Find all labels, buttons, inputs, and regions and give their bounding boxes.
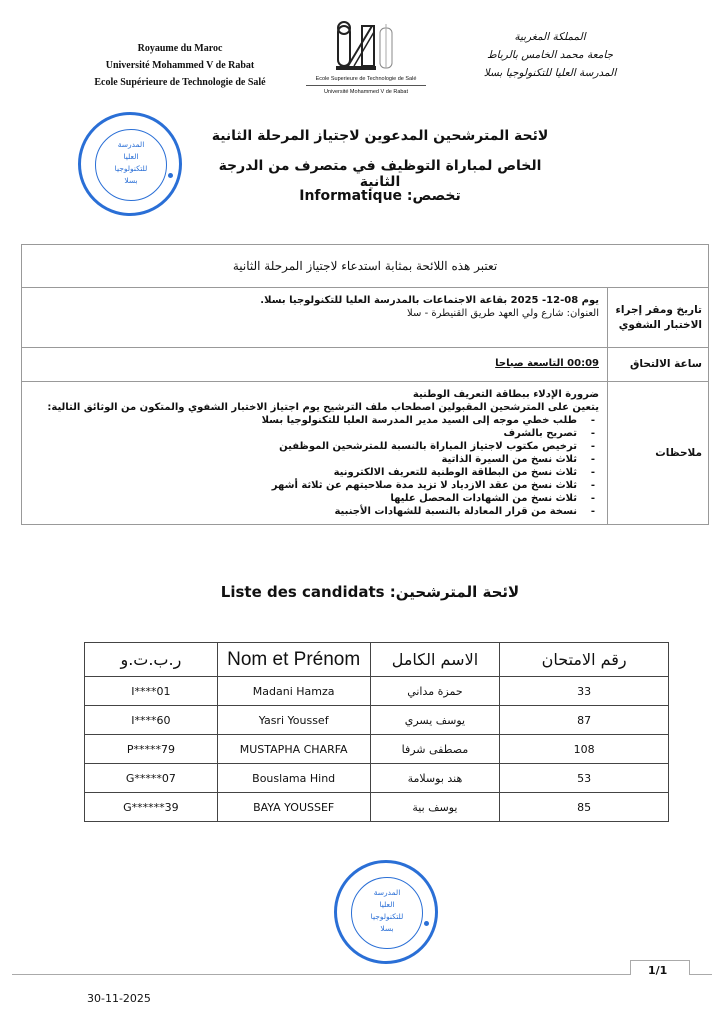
exam-address-line: العنوان: شارع ولي العهد طريق القنيطرة - سلا — [407, 308, 599, 319]
title-line-1: لائحة المترشحين المدعوين لاجتياز المرحلة الثانية — [211, 128, 549, 144]
col-name-fr: Nom et Prénom — [217, 643, 370, 677]
table-row — [85, 764, 669, 793]
name-ar-cell: يوسف يسري — [370, 706, 500, 735]
name-fr-cell: Madani Hamza — [217, 677, 370, 706]
document-item: - ترخيص مكتوب لاجتياز المباراة بالنسبة للمترشحين الموظفين — [30, 440, 599, 453]
name-ar-cell: مصطفى شرفا — [370, 735, 500, 764]
official-stamp-icon — [334, 860, 438, 964]
stamp-text: المدرسة — [117, 140, 145, 149]
university-text-ar: جامعة محمد الخامس بالرباط — [486, 49, 614, 61]
logo-school-text: Ecole Superieure de Technologie de Salé — [306, 76, 426, 86]
name-fr-cell: Bouslama Hind — [217, 764, 370, 793]
school-logo — [306, 18, 426, 95]
name-ar-cell: هند بوسلامة — [370, 764, 500, 793]
arrival-time-value: 00:09 التاسعة صباحا — [495, 358, 599, 369]
notes-row — [22, 382, 708, 524]
school-text: Ecole Supérieure de Technologie de Salé — [94, 77, 266, 88]
cin-cell: P*****79 — [85, 735, 218, 764]
cin-cell: I****01 — [85, 677, 218, 706]
header-arabic — [470, 28, 630, 82]
notes-intro: ضرورة الإدلاء ببطاقة التعريف الوطنية — [412, 389, 599, 400]
notes-label: ملاحظات — [607, 382, 708, 524]
name-ar-cell: يوسف بية — [370, 793, 500, 822]
name-fr-cell: Yasri Youssef — [217, 706, 370, 735]
exam-number-cell: 85 — [500, 793, 669, 822]
exam-date-value — [22, 288, 607, 347]
document-item: - ثلاث نسخ من السيرة الذاتية — [30, 453, 599, 466]
page-number: 1/1 — [648, 964, 668, 977]
name-fr-cell: BAYA YOUSSEF — [217, 793, 370, 822]
exam-number-cell: 87 — [500, 706, 669, 735]
stamp-text: المدرسة — [373, 888, 401, 897]
notes-intro: يتعين على المترشحين المقبولين اصطحاب ملف الترشيح يوم اجتياز الاختبار الشفوي والمتكون من الوثائق التالية: — [47, 402, 599, 413]
cin-cell: G******39 — [85, 793, 218, 822]
arrival-time-row — [22, 348, 708, 382]
exam-date-line: يوم 08-12- 2025 بقاعة الاجتماعات بالمدرسة العليا للتكنولوجيا بسلا. — [260, 295, 599, 306]
cin-cell: I****60 — [85, 706, 218, 735]
document-date: 30-11-2025 — [87, 992, 151, 1005]
logo-university-text: Université Mohammed V de Rabat — [323, 89, 409, 95]
convocation-banner: تعتبر هذه اللائحة بمثابة استدعاء لاجتياز المرحلة الثانية — [22, 245, 708, 288]
col-name-ar: الاسم الكامل — [370, 643, 500, 677]
col-exam-number: رقم الامتحان — [500, 643, 669, 677]
document-item: - ثلاث نسخ من عقد الازدياد لا تزيد مدة صلاحيتهم عن ثلاثة أشهر — [30, 479, 599, 492]
document-item: - ثلاث نسخ من البطاقة الوطنية للتعريف الالكترونية — [30, 466, 599, 479]
document-item: - نسخة من قرار المعادلة بالنسبة للشهادات الأجنبية — [30, 505, 599, 518]
document-item: - طلب خطي موجه إلى السيد مدير المدرسة العليا للتكنولوجيا بسلا — [30, 414, 599, 427]
exam-date-label: تاريخ ومقر إجراء الاختبار الشفوي — [607, 288, 708, 347]
footer-divider — [12, 974, 712, 975]
document-item: - ثلاث نسخ من الشهادات المحصل عليها — [30, 492, 599, 505]
official-stamp-icon — [78, 112, 182, 216]
name-ar-cell: حمزة مداني — [370, 677, 500, 706]
header-french — [80, 40, 280, 91]
exam-number-cell: 33 — [500, 677, 669, 706]
kingdom-text-ar: المملكة المغربية — [514, 31, 586, 43]
stamp-text: العليا — [123, 152, 139, 161]
exam-number-cell: 53 — [500, 764, 669, 793]
table-row — [85, 735, 669, 764]
name-fr-cell: MUSTAPHA CHARFA — [217, 735, 370, 764]
candidates-table — [84, 642, 669, 822]
table-row — [85, 706, 669, 735]
stamp-text: بسلا — [380, 924, 394, 933]
notes-value — [22, 382, 607, 524]
stamp-text: بسلا — [124, 176, 138, 185]
table-header-row — [85, 643, 669, 677]
university-text: Université Mohammed V de Rabat — [105, 60, 255, 71]
stamp-text: للتكنولوجيا — [114, 164, 148, 173]
stamp-text: للتكنولوجيا — [370, 912, 404, 921]
stamp-text: العليا — [379, 900, 395, 909]
arch-logo-icon — [334, 18, 398, 74]
title-line-2: الخاص لمباراة التوظيف في متصرف من الدرجة الثانية — [218, 158, 542, 190]
school-text-ar: المدرسة العليا للتكنولوجيا بسلا — [483, 67, 617, 79]
table-row — [85, 677, 669, 706]
cin-cell: G*****07 — [85, 764, 218, 793]
col-cin: ر.ب.ت.و — [85, 643, 218, 677]
arrival-time-label: ساعة الالتحاق — [607, 348, 708, 381]
candidates-title: Liste des candidats :لائحة المترشحين — [220, 583, 520, 601]
exam-date-row — [22, 288, 708, 348]
info-box — [21, 244, 709, 525]
kingdom-text: Royaume du Maroc — [137, 43, 223, 54]
specialty-title: تخصص: Informatique — [299, 188, 461, 204]
table-row — [85, 793, 669, 822]
exam-number-cell: 108 — [500, 735, 669, 764]
document-item: - تصريح بالشرف — [30, 427, 599, 440]
documents-list — [30, 414, 599, 518]
